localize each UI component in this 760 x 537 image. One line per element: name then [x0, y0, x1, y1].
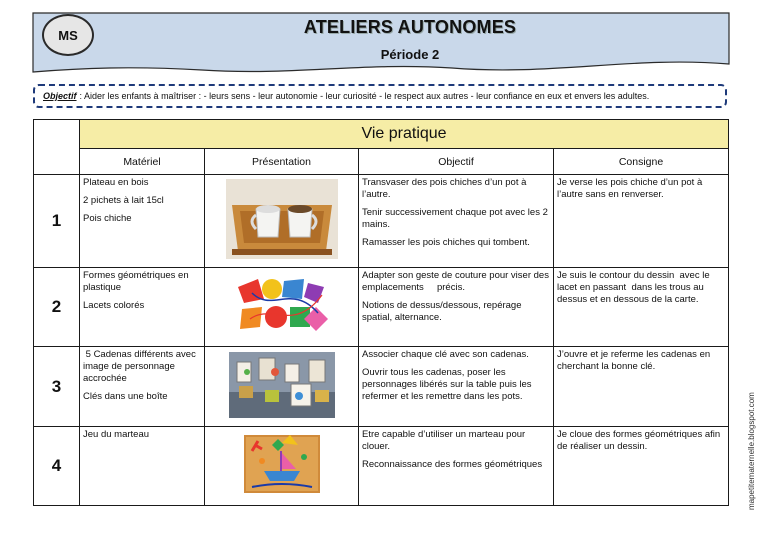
objectif-item: Ramasser les pois chiches qui tombent.: [362, 237, 530, 248]
section-title: Vie pratique: [80, 120, 729, 149]
credit-vertical: [732, 360, 756, 520]
tray-with-two-pitchers-photo: [226, 179, 338, 259]
column-header: Présentation: [205, 149, 359, 175]
consigne-text: J’ouvre et je referme les cadenas en cherchant la bonne clé.: [557, 349, 711, 372]
row-number: 4: [34, 427, 80, 506]
objectif-cell: [359, 175, 554, 268]
materiel-item: Formes géométriques en plastique: [83, 270, 189, 293]
materiel-item: Clés dans une boîte: [83, 391, 168, 402]
consigne-text: Je verse les pois chiche d’un pot à l’autre sans en renverser.: [557, 177, 703, 200]
objectif-item: Reconnaissance des formes géométriques: [362, 459, 543, 470]
consigne-cell: [554, 268, 729, 347]
presentation-cell: [205, 175, 359, 268]
consigne-text: Je cloue des formes géométriques afin de réaliser un dessin.: [557, 429, 721, 452]
consigne-cell: [554, 175, 729, 268]
column-header: Objectif: [359, 149, 554, 175]
level-badge: MS: [42, 14, 94, 56]
objectif-cell: [359, 427, 554, 506]
materiel-item: Jeu du marteau: [83, 429, 150, 440]
corner-cell: [34, 120, 80, 175]
hammer-board-photo: [242, 431, 322, 497]
materiel-item: Lacets colorés: [83, 300, 145, 311]
materiel-cell: [80, 175, 205, 268]
objectif-item: Transvaser des pois chiches d’un pot à l’autre.: [362, 177, 527, 200]
materiel-cell: [80, 268, 205, 347]
consigne-text: Je suis le contour du dessin avec le lacet en passant dans les trous au dessus et en dessous de la carte.: [557, 270, 713, 305]
objectif-cell: [359, 347, 554, 427]
objectif-item: Associer chaque clé avec son cadenas.: [362, 349, 529, 360]
row-number: 2: [34, 268, 80, 347]
materiel-item: 2 pichets à lait 15cl: [83, 195, 164, 206]
section-row: [34, 120, 729, 149]
materiel-item: 5 Cadenas différents avec image de personnage accrochée: [83, 349, 199, 384]
row-number: 1: [34, 175, 80, 268]
presentation-cell: [205, 268, 359, 347]
objective-label: Objectif: [43, 91, 77, 101]
objectif-item: Tenir successivement chaque pot avec les 2 mains.: [362, 207, 548, 230]
objectif-item: Ouvrir tous les cadenas, poser les personnages libérés sur la table puis les refermer et les remettre dans les pots.: [362, 367, 532, 402]
objective-text: : Aider les enfants à maîtriser : - leurs sens - leur autonomie - leur curiosité - le respect aux autres - leur confiance en eux et envers les adultes.: [79, 91, 650, 101]
table-row: [34, 268, 729, 347]
row-number: 3: [34, 347, 80, 427]
activities-table: [33, 119, 729, 506]
objectif-item: Notions de dessus/dessous, repérage spatial, alternance.: [362, 300, 522, 323]
lacing-shapes-photo: [232, 273, 332, 337]
period-subtitle: Période 2: [380, 47, 440, 62]
materiel-item: Plateau en bois: [83, 177, 149, 188]
page-title: ATELIERS AUTONOMES: [303, 17, 517, 37]
table-row: [34, 347, 729, 427]
objectif-cell: [359, 268, 554, 347]
presentation-cell: [205, 347, 359, 427]
objective-box: [33, 84, 727, 108]
materiel-cell: [80, 347, 205, 427]
table-row: [34, 175, 729, 268]
column-header: Consigne: [554, 149, 729, 175]
objectif-item: Adapter son geste de couture pour viser des emplacements précis.: [362, 270, 552, 293]
consigne-cell: [554, 347, 729, 427]
table-row: [34, 427, 729, 506]
consigne-cell: [554, 427, 729, 506]
credit-text: mapetitematernelle.blogspot.com: [747, 392, 756, 510]
objectif-item: Etre capable d’utiliser un marteau pour clouer.: [362, 429, 526, 452]
presentation-cell: [205, 427, 359, 506]
materiel-item: Pois chiche: [83, 213, 132, 224]
column-header: Matériel: [80, 149, 205, 175]
materiel-cell: [80, 427, 205, 506]
padlocks-photo: [229, 352, 335, 418]
header-row: [34, 149, 729, 175]
